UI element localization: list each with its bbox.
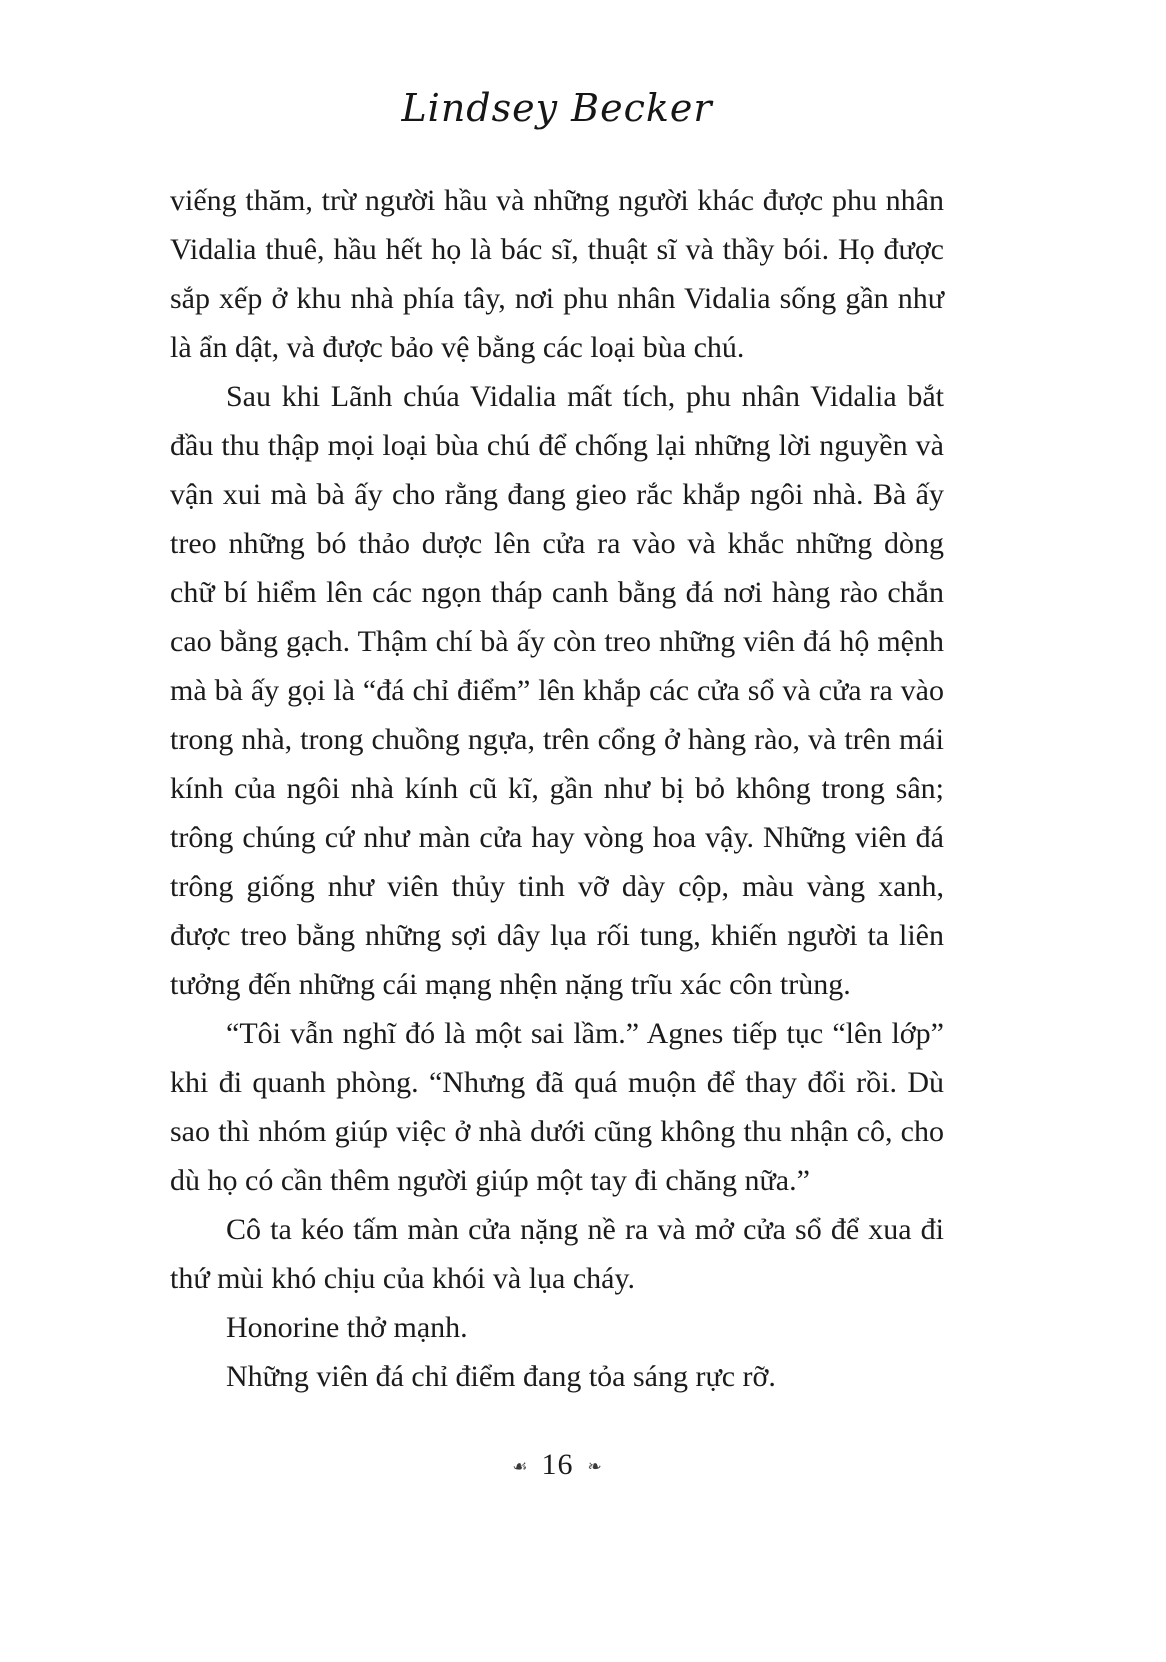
paragraph: Những viên đá chỉ điểm đang tỏa sáng rực rỡ. <box>226 1360 776 1393</box>
paragraph: Honorine thở mạnh. <box>226 1311 468 1344</box>
fleuron-right-icon: ❧ <box>587 1457 602 1476</box>
fleuron-left-icon: ☙ <box>512 1457 528 1476</box>
paragraph: Sau khi Lãnh chúa Vidalia mất tích, phu nhân Vidalia bắt đầu thu thập mọi loại bùa chú để chống lại những lời nguyền và vận xui mà bà ấy cho rằng đang gieo rắc khắp ngôi nhà. Bà ấy treo những bó thảo dược lên cửa ra vào và khắc những dòng chữ bí hiểm lên các ngọn tháp canh bằng đá nơi hàng rào chắn cao bằng gạch. Thậm chí bà ấy còn treo những viên đá hộ mệnh mà bà ấy gọi là “đá chỉ điểm” lên khắp các cửa sổ và cửa ra vào trong nhà, trong chuồng ngựa, trên cổng ở hàng rào, và trên mái kính của ngôi nhà kính cũ kĩ, gần như bị bỏ không trong sân; trông chúng cứ như màn cửa hay vòng hoa vậy. Những viên đá trông giống như viên thủy tinh vỡ dày cộp, màu vàng xanh, được treo bằng những sợi dây lụa rối tung, khiến người ta liên tưởng đến những cái mạng nhện nặng trĩu xác côn trùng. <box>170 380 944 1001</box>
running-head-author: Lindsey Becker <box>401 86 713 130</box>
body-text <box>170 176 944 1401</box>
paragraph: “Tôi vẫn nghĩ đó là một sai lầm.” Agnes tiếp tục “lên lớp” khi đi quanh phòng. “Nhưng đã quá muộn để thay đổi rồi. Dù sao thì nhóm giúp việc ở nhà dưới cũng không thu nhận cô, cho dù họ có cần thêm người giúp một tay đi chăng nữa.” <box>170 1017 944 1197</box>
page-number: 16 <box>541 1448 574 1481</box>
paragraph: viếng thăm, trừ người hầu và những người khác được phu nhân Vidalia thuê, hầu hết họ là bác sĩ, thuật sĩ và thầy bói. Họ được sắp xếp ở khu nhà phía tây, nơi phu nhân Vidalia sống gần như là ẩn dật, và được bảo vệ bằng các loại bùa chú. <box>170 184 944 364</box>
page-footer <box>170 1448 944 1482</box>
paragraph: Cô ta kéo tấm màn cửa nặng nề ra và mở cửa sổ để xua đi thứ mùi khó chịu của khói và lụa cháy. <box>170 1213 944 1295</box>
